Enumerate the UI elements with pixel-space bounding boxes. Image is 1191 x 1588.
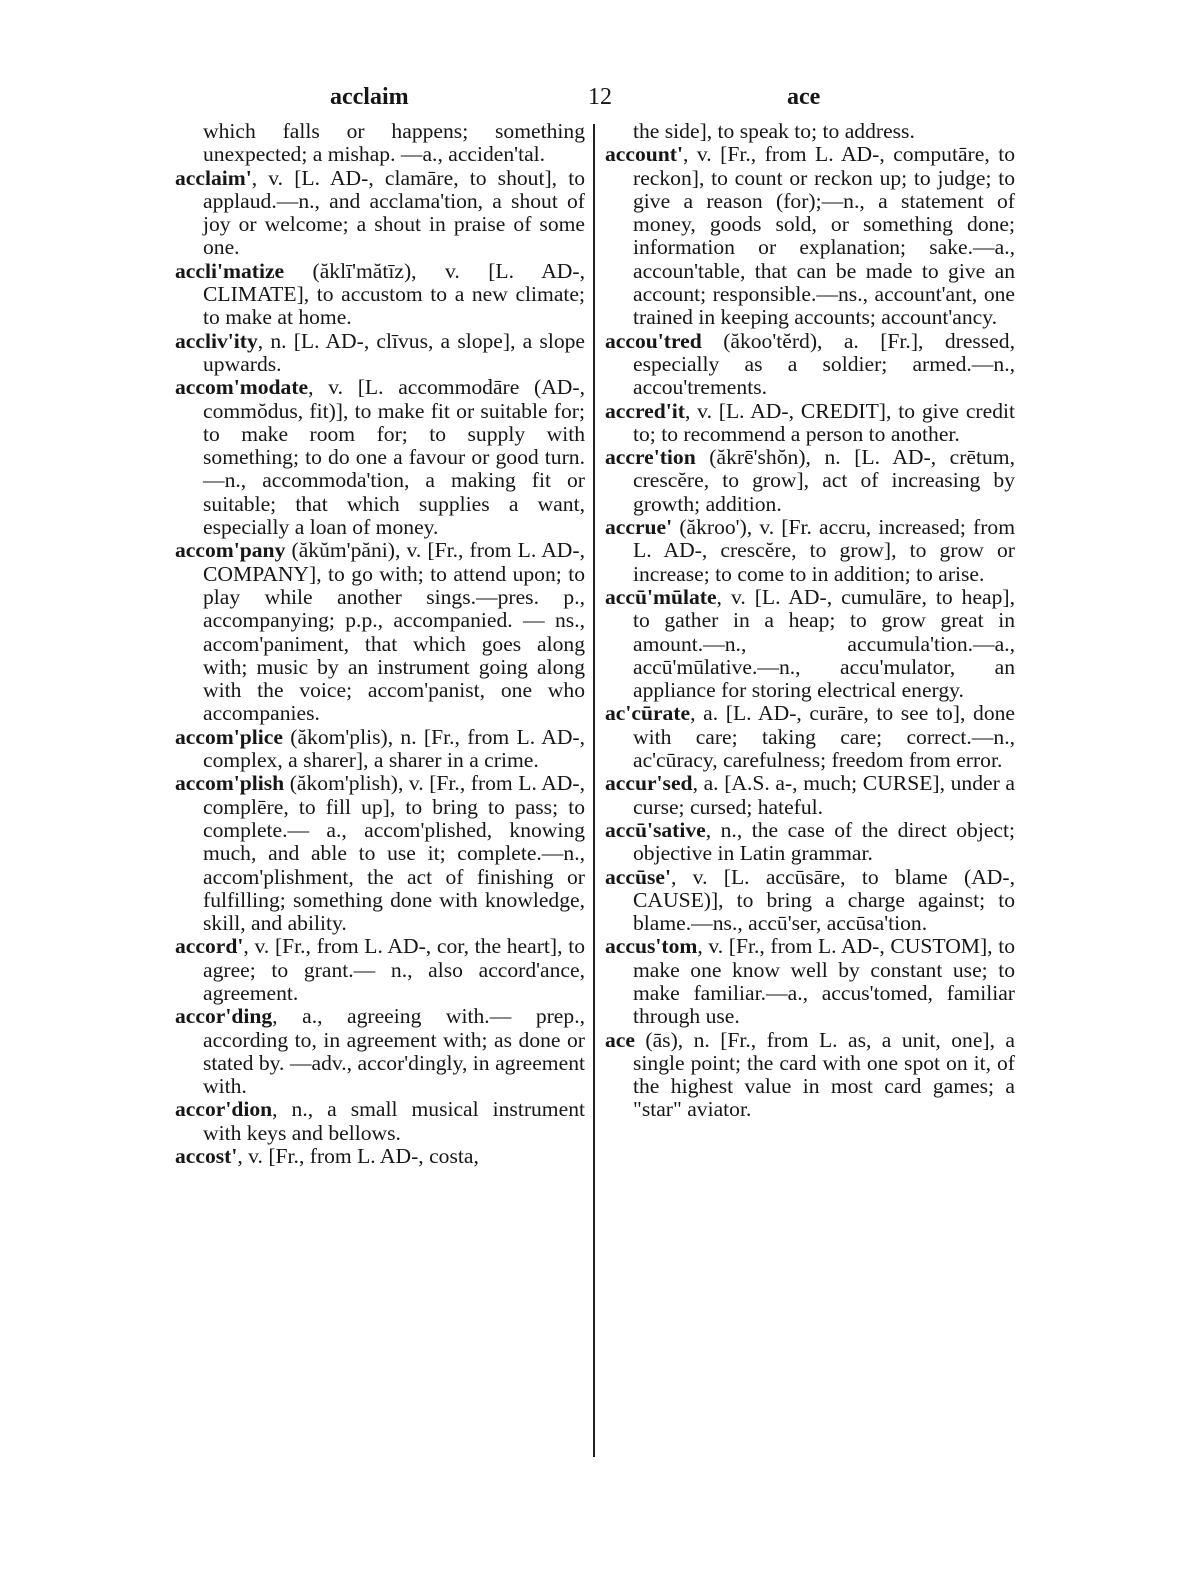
- entry-definition: , n., a small musical instrument with keys and bellows.: [203, 1097, 585, 1145]
- dictionary-entry: [175, 330, 585, 377]
- entry-definition: , a. [L. AD-, curāre, to see to], done with care; taking care; correct.—n., ac'cūracy, carefulness; freedom from error.: [633, 701, 1015, 773]
- entry-headword: accū'mūlate: [605, 584, 717, 609]
- entry-definition: , v. [L. AD-, cumulāre, to heap], to gather in a heap; to grow great in amount.—n., accumula'tion.—a., accū'mūlative.—n., accu'mulator, an appliance for storing electrical energy.: [633, 584, 1015, 703]
- entry-headword: accli'matize: [175, 258, 285, 283]
- entry-headword: accom'modate: [175, 375, 309, 400]
- entry-headword: accre'tion: [605, 445, 696, 470]
- page-header: [175, 78, 1017, 118]
- entry-definition: , v. [Fr., from L. AD-, cor, the heart], to agree; to grant.— n., also accord'ance, agreement.: [203, 934, 585, 1005]
- entry-headword: accost': [175, 1144, 238, 1169]
- entry-definition: , n. [L. AD-, clīvus, a slope], a slope upwards.: [203, 328, 585, 376]
- dictionary-entry: [175, 726, 585, 773]
- entry-headword: accur'sed: [605, 771, 693, 796]
- dictionary-entry: [605, 516, 1015, 586]
- dictionary-entry: [175, 539, 585, 725]
- column-divider: [593, 124, 595, 1457]
- entry-definition: , a. [A.S. a-, much; CURSE], under a curse; cursed; hateful.: [633, 771, 1015, 819]
- dictionary-entry: [605, 702, 1015, 772]
- entry-definition: , v. [L. accommodāre (AD-, commŏdus, fit)], to make fit or suitable for; to make room for; to supply with something; to do one a favour or good turn.—n., accommoda'tion, a making fit or suitable; that which supplies a want, especially a loan of money.: [203, 375, 585, 540]
- entry-headword: acclaim': [175, 165, 252, 190]
- entry-headword: accor'dion: [175, 1097, 273, 1122]
- entry-definition: (ăkroo'), v. [Fr. accru, increased; from L. AD-, crescĕre, to grow], to grow or increase; to come to in addition; to arise.: [633, 515, 1015, 586]
- entry-definition: , v. [L. AD-, clamāre, to shout], to applaud.—n., and acclama'tion, a shout of joy or welcome; a shout in praise of some one.: [203, 165, 585, 260]
- left-guide-word: acclaim: [330, 84, 409, 110]
- entry-headword: accom'pany: [175, 538, 286, 563]
- entry-definition: the side], to speak to; to address.: [633, 119, 915, 143]
- entry-definition: , a., agreeing with.— prep., according to, in agreement with; as done or stated by. —adv., accor'dingly, in agreement with.: [203, 1004, 585, 1099]
- entry-definition: , v. [Fr., from L. AD-, CUSTOM], to make one know well by constant use; to make familiar.—a., accus'tomed, familiar through use.: [633, 934, 1015, 1029]
- dictionary-entry: [605, 120, 1015, 143]
- dictionary-entry: [605, 446, 1015, 516]
- entry-definition: (ăkom'plish), v. [Fr., from L. AD-, complēre, to fill up], to bring to pass; to complete.— a., accom'plished, knowing much, and able to use it; complete.—n., accom'plishment, the act of finishing or fulfilling; something done with knowledge, skill, and ability.: [203, 771, 585, 936]
- entry-definition: (ăkoo'tĕrd), a. [Fr.], dressed, especially as a soldier; armed.—n., accou'trements.: [633, 328, 1015, 400]
- dictionary-entry: [175, 1005, 585, 1098]
- dictionary-entry: [175, 1145, 585, 1168]
- dictionary-entry: [175, 120, 585, 167]
- entry-headword: ac'cūrate: [605, 701, 691, 726]
- entry-definition: , n., the case of the direct object; objective in Latin grammar.: [633, 817, 1015, 866]
- entry-definition: (ăklī'mătīz), v. [L. AD-, CLIMATE], to accustom to a new climate; to make at home.: [203, 258, 585, 330]
- dictionary-entry: [605, 1029, 1015, 1122]
- entry-definition: , v. [Fr., from L. AD-, computāre, to reckon], to count or reckon up; to judge; to give a reason (for);—n., a statement of money, goods sold, or something done; information or explanation; sake.—a., accoun'table, that can be made to give an account; responsible.—ns., account'ant, one trained in keeping accounts; account'ancy.: [633, 142, 1015, 330]
- entry-headword: accliv'ity: [175, 328, 258, 353]
- dictionary-entry: [605, 866, 1015, 936]
- entry-headword: accred'it: [605, 398, 685, 423]
- entry-headword: accom'plish: [175, 771, 285, 796]
- dictionary-entry: [175, 167, 585, 260]
- entry-definition: (ăkom'plis), n. [Fr., from L. AD-, complex, a sharer], a sharer in a crime.: [203, 724, 585, 773]
- entry-headword: accūse': [605, 864, 671, 889]
- dictionary-entry: [605, 772, 1015, 819]
- entry-definition: , v. [L. accūsāre, to blame (AD-, CAUSE)], to bring a charge against; to blame.—ns., accū'ser, accūsa'tion.: [633, 864, 1015, 936]
- entry-headword: accrue': [605, 515, 673, 540]
- left-column: [175, 120, 585, 1168]
- right-column: [605, 120, 1015, 1122]
- entry-definition: , v. [L. AD-, CREDIT], to give credit to; to recommend a person to another.: [633, 398, 1015, 446]
- dictionary-entry: [175, 1098, 585, 1145]
- dictionary-entry: [605, 586, 1015, 702]
- entry-definition: (ās), n. [Fr., from L. as, a unit, one], a single point; the card with one spot on it, of the highest value in most card games; a "star" aviator.: [633, 1027, 1015, 1122]
- entry-headword: accord': [175, 934, 244, 959]
- page-number: 12: [588, 84, 612, 110]
- entry-definition: , v. [Fr., from L. AD-, costa,: [237, 1144, 479, 1169]
- dictionary-entry: [605, 935, 1015, 1028]
- dictionary-entry: [175, 772, 585, 935]
- entry-definition: (ăkrē'shŏn), n. [L. AD-, crētum, crescĕre, to grow], act of increasing by growth; addition.: [633, 445, 1015, 516]
- entry-definition: (ăkŭm'păni), v. [Fr., from L. AD-, COMPANY], to go with; to attend upon; to play while another sings.—pres. p., accompanying; p.p., accompanied. — ns., accom'paniment, that which goes along with; music by an instrument going along with the voice; accom'panist, one who accompanies.: [203, 538, 585, 726]
- entry-headword: accou'tred: [605, 328, 702, 353]
- dictionary-entry: [605, 819, 1015, 866]
- dictionary-entry: [175, 935, 585, 1005]
- entry-headword: accom'plice: [175, 724, 283, 749]
- dictionary-entry: [605, 143, 1015, 329]
- dictionary-entry: [175, 260, 585, 330]
- dictionary-entry: [605, 400, 1015, 447]
- dictionary-entry: [605, 330, 1015, 400]
- entry-headword: accor'ding: [175, 1004, 273, 1029]
- entry-headword: accus'tom: [605, 934, 698, 959]
- right-guide-word: ace: [787, 84, 821, 110]
- dictionary-entry: [175, 376, 585, 539]
- entry-headword: account': [605, 142, 683, 167]
- entry-headword: ace: [605, 1027, 635, 1052]
- entry-headword: accū'sative: [605, 817, 706, 842]
- entry-definition: which falls or happens; something unexpected; a mishap. —a., acciden'tal.: [203, 119, 585, 167]
